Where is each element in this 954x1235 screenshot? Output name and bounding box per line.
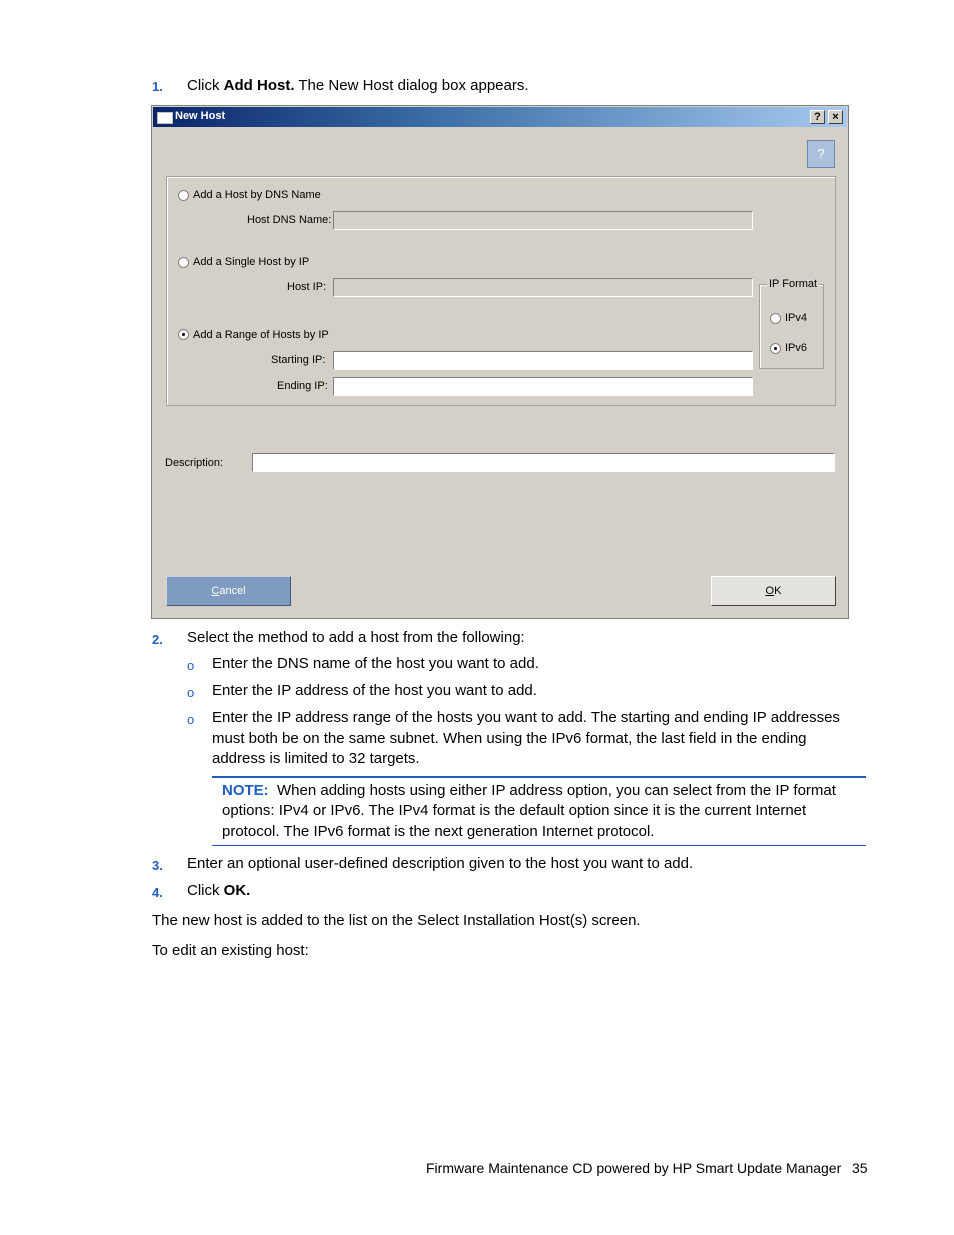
dialog-title: New Host xyxy=(175,110,226,122)
note-line-1: NOTE: When adding hosts using either IP address option, you can select from the IP format xyxy=(222,782,836,799)
step-2-text: Select the method to add a host from the following: xyxy=(187,629,525,646)
dialog-titlebar xyxy=(153,107,847,127)
note-line-2: options: IPv4 or IPv6. The IPv4 format is the default option since it is the current Internet xyxy=(222,802,807,819)
note-label: NOTE: xyxy=(222,782,269,799)
radio-ipv6[interactable] xyxy=(770,343,781,354)
bullet-marker: o xyxy=(187,658,195,673)
step-4-text: Click OK. xyxy=(187,882,251,899)
label-add-range-ip: Add a Range of Hosts by IP xyxy=(193,329,329,341)
host-dns-name-input[interactable] xyxy=(333,211,753,230)
bullet-ip: Enter the IP address of the host you want to add. xyxy=(212,682,537,699)
radio-ipv4[interactable] xyxy=(770,313,781,324)
label-add-single-ip: Add a Single Host by IP xyxy=(193,256,310,268)
ending-ip-input[interactable] xyxy=(333,377,753,396)
paragraph-host-added: The new host is added to the list on the Select Installation Host(s) screen. xyxy=(152,912,641,929)
help-button[interactable]: ? xyxy=(807,140,835,168)
ip-format-title: IP Format xyxy=(769,278,818,290)
page-number: 35 xyxy=(852,1160,868,1176)
step-number: 2. xyxy=(152,632,163,647)
radio-dns-name[interactable] xyxy=(178,190,189,201)
bullet-range-line-1: Enter the IP address range of the hosts you want to add. The starting and ending IP addresses xyxy=(212,709,840,726)
bullet-range-line-2: must both be on the same subnet. When using the IPv6 format, the last field in the ending xyxy=(212,730,807,747)
label-ipv4: IPv4 xyxy=(785,312,808,324)
radio-range-ip[interactable] xyxy=(178,329,189,340)
label-description: Description: xyxy=(165,457,224,469)
title-help-button[interactable]: ? xyxy=(810,110,825,124)
step-number: 4. xyxy=(152,885,163,900)
paragraph-edit-host: To edit an existing host: xyxy=(152,942,309,959)
label-host-dns-name: Host DNS Name: xyxy=(247,214,332,226)
note-line-3: protocol. The IPv6 format is the next generation Internet protocol. xyxy=(222,823,655,840)
description-input[interactable] xyxy=(252,453,835,472)
label-host-ip: Host IP: xyxy=(287,281,327,293)
radio-single-ip[interactable] xyxy=(178,257,189,268)
host-ip-input[interactable] xyxy=(333,278,753,297)
bullet-marker: o xyxy=(187,685,195,700)
cancel-button[interactable]: Cancel xyxy=(166,576,291,606)
ok-button[interactable]: OK xyxy=(711,576,836,606)
step-number: 3. xyxy=(152,858,163,873)
bullet-marker: o xyxy=(187,712,195,727)
window-icon xyxy=(157,112,173,124)
bullet-dns: Enter the DNS name of the host you want to add. xyxy=(212,655,539,672)
bullet-range-line-3: address is limited to 32 targets. xyxy=(212,750,420,767)
step-1-text: Click Add Host. The New Host dialog box appears. xyxy=(187,77,529,94)
label-starting-ip: Starting IP: xyxy=(271,354,326,366)
footer-text: Firmware Maintenance CD powered by HP Smart Update Manager xyxy=(426,1160,842,1176)
label-ipv6: IPv6 xyxy=(785,342,808,354)
starting-ip-input[interactable] xyxy=(333,351,753,370)
new-host-dialog xyxy=(151,105,849,619)
step-number: 1. xyxy=(152,79,163,94)
label-add-by-dns: Add a Host by DNS Name xyxy=(193,189,321,201)
step-3-text: Enter an optional user-defined description given to the host you want to add. xyxy=(187,855,694,872)
label-ending-ip: Ending IP: xyxy=(277,380,328,392)
ip-format-group xyxy=(759,284,824,369)
title-close-button[interactable]: × xyxy=(828,110,843,124)
